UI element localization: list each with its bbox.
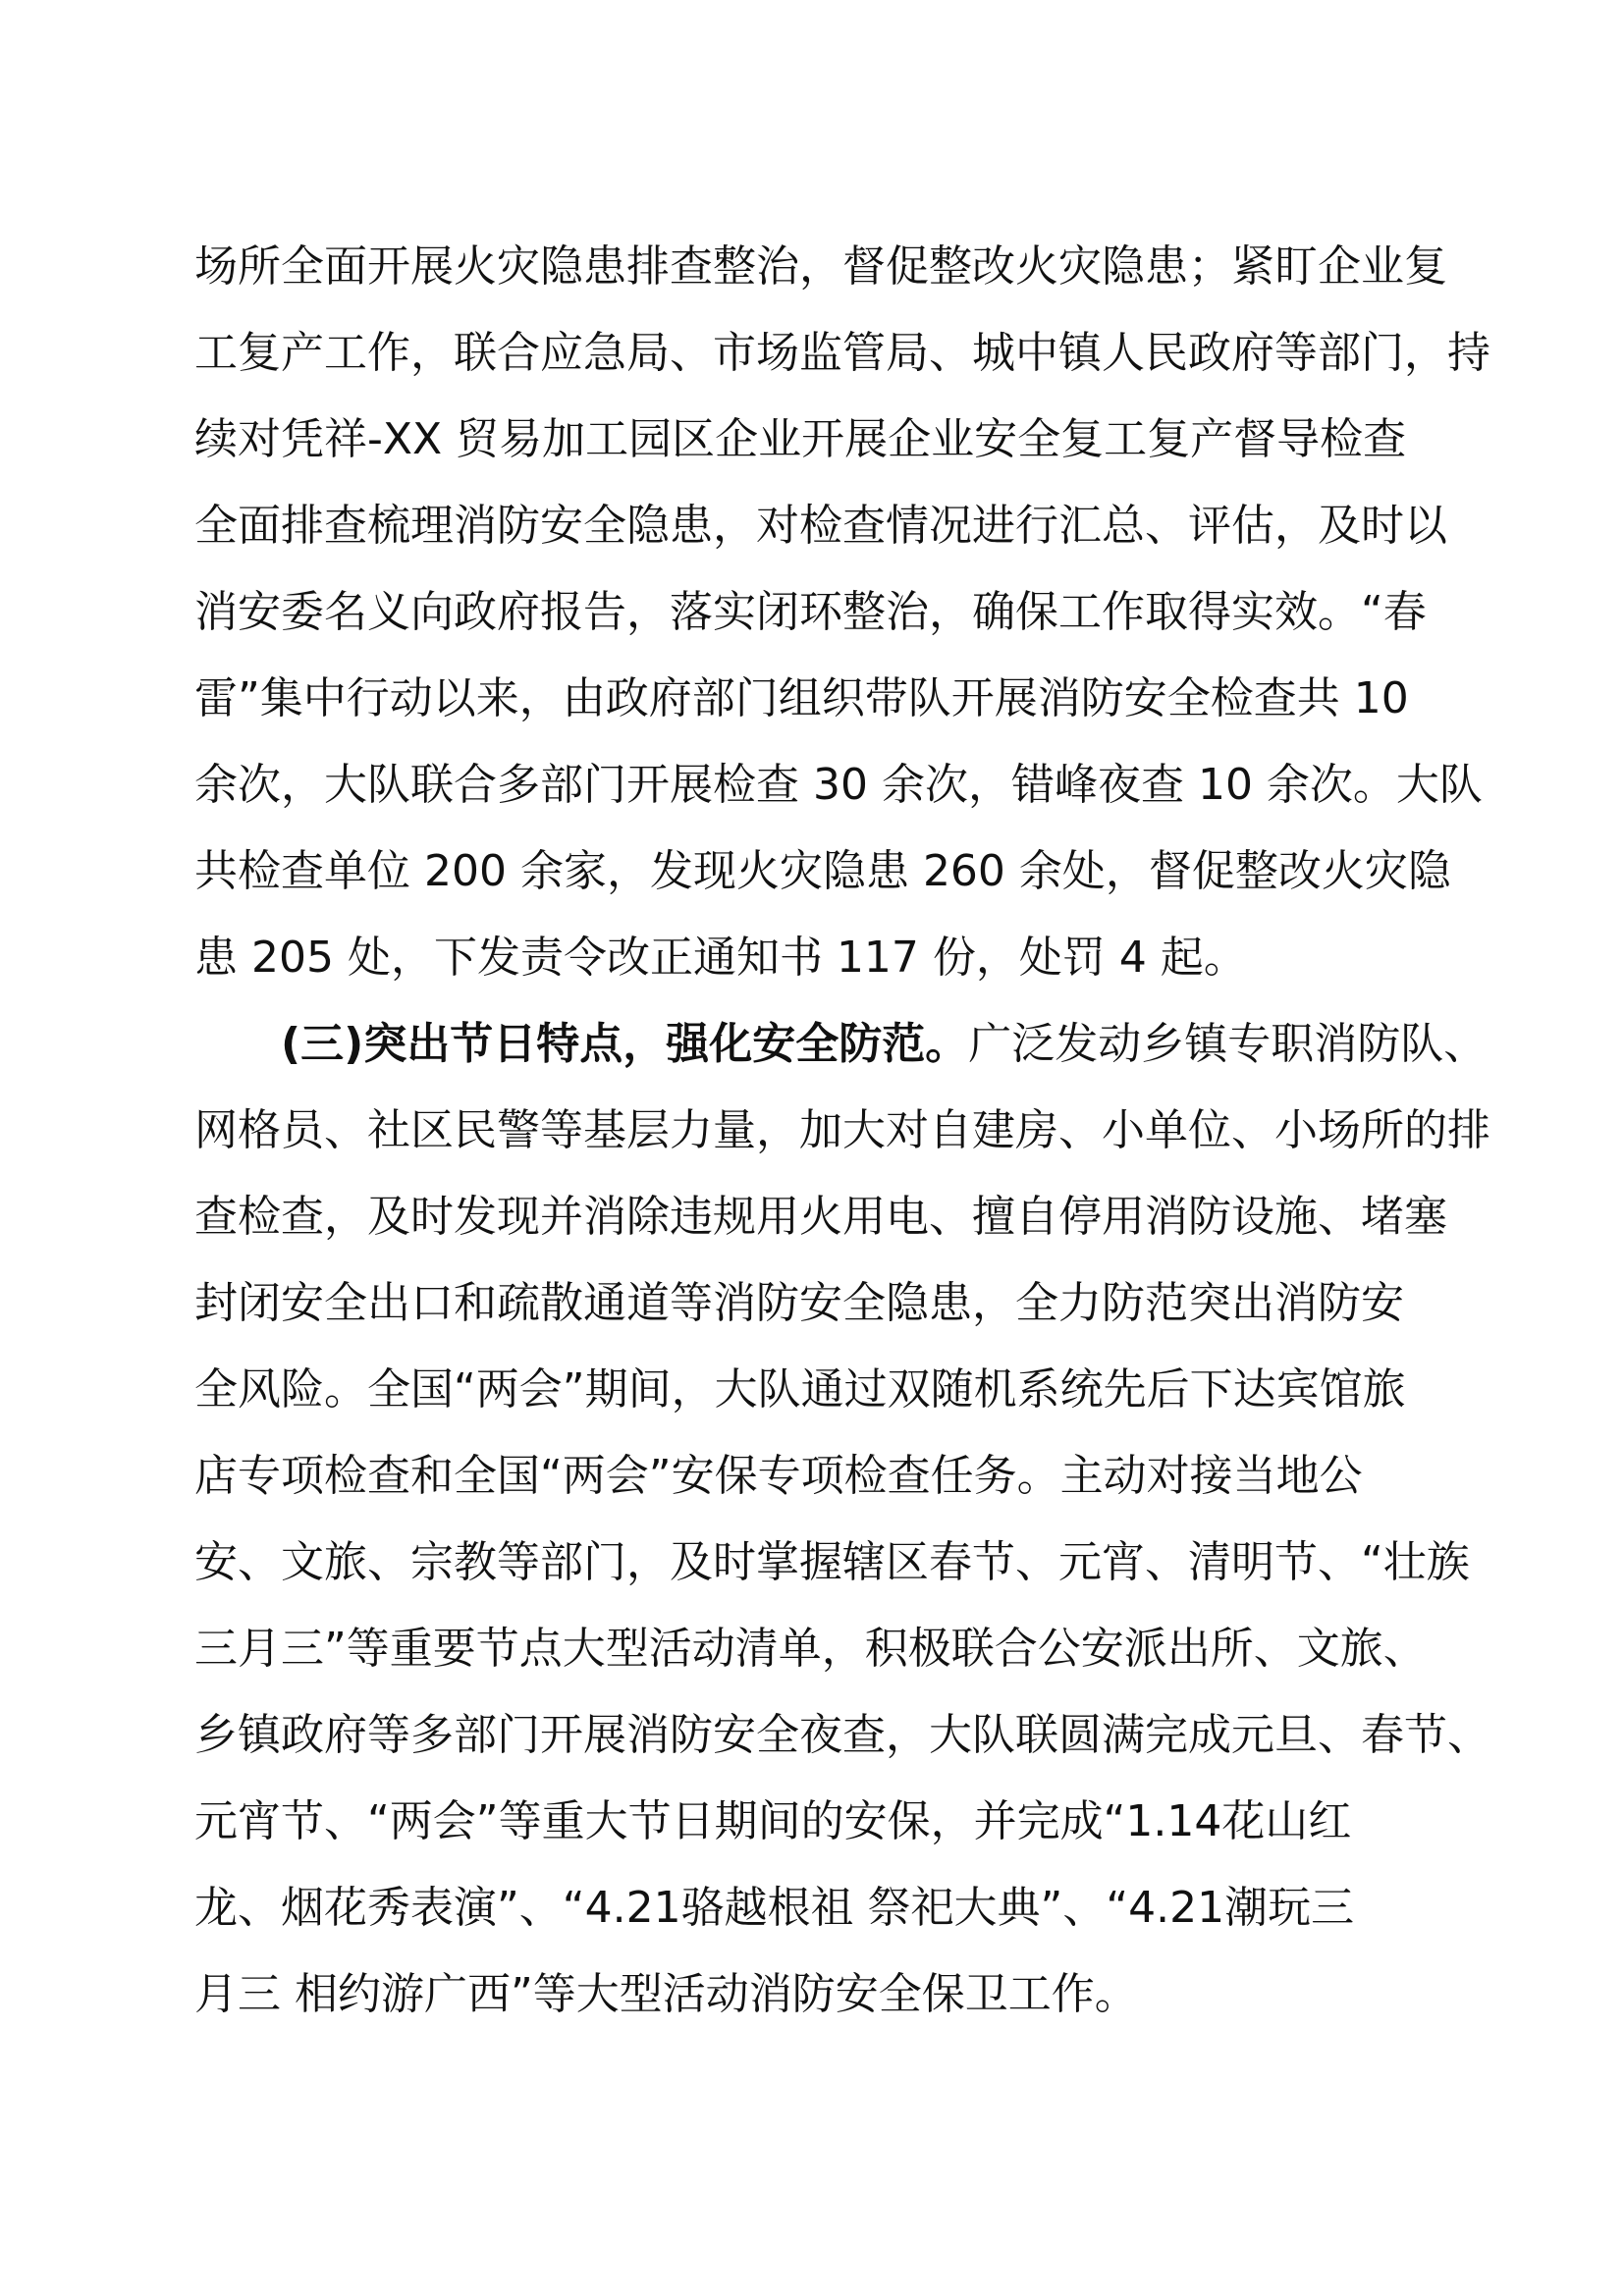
text-line: 三月三”等重要节点大型活动清单，积极联合公安派出所、文旅、	[194, 1624, 1427, 1674]
text-line: 店专项检查和全国“两会”安保专项检查任务。主动对接当地公	[194, 1451, 1363, 1501]
text-line: 工复产工作，联合应急局、市场监管局、城中镇人民政府等部门，持	[194, 328, 1490, 378]
text-line: 余次，大队联合多部门开展检查 30 余次，错峰夜查 10 余次。大队	[194, 760, 1483, 810]
paragraph-1	[194, 224, 1490, 1001]
text-line: 安、文旅、宗教等部门，及时掌握辖区春节、元宵、清明节、“壮族	[194, 1537, 1470, 1587]
section-3-paragraph	[194, 1001, 1490, 2038]
text-line: 全面排查梳理消防安全隐患，对检查情况进行汇总、评估，及时以	[194, 501, 1447, 551]
section-3-heading: (三)突出节日特点，强化安全防范。	[281, 1019, 969, 1069]
text-line: 雷”集中行动以来，由政府部门组织带队开展消防安全检查共 10	[194, 673, 1409, 723]
text-line: 患 205 处，下发责令改正通知书 117 份，处罚 4 起。	[194, 933, 1247, 983]
text-line: 月三 相约游广西”等大型活动消防安全保卫工作。	[194, 1969, 1138, 2019]
text-line: 全风险。全国“两会”期间，大队通过双随机系统先后下达宾馆旅	[194, 1364, 1406, 1415]
text-line: 封闭安全出口和疏散通道等消防安全隐患，全力防范突出消防安	[194, 1278, 1404, 1328]
text-line: 乡镇政府等多部门开展消防安全夜查，大队联圆满完成元旦、春节、	[194, 1710, 1490, 1760]
text-span: 广泛发动乡镇专职消防队、	[968, 1019, 1488, 1069]
text-line: 消安委名义向政府报告，落实闭环整治，确保工作取得实效。“春	[194, 587, 1427, 637]
text-line: 续对凭祥-XX 贸易加工园区企业开展企业安全复工复产督导检查	[194, 414, 1407, 464]
text-line: 共检查单位 200 余家，发现火灾隐患 260 余处，督促整改火灾隐	[194, 846, 1451, 896]
text-line: 网格员、社区民警等基层力量，加大对自建房、小单位、小场所的排	[194, 1105, 1490, 1155]
text-line: 查检查，及时发现并消除违规用火用电、擅自停用消防设施、堵塞	[194, 1192, 1447, 1242]
section-3-first-line	[194, 1001, 1488, 1088]
text-line: 场所全面开展火灾隐患排查整治，督促整改火灾隐患；紧盯企业复	[194, 241, 1447, 292]
text-line: 龙、烟花秀表演”、“4.21骆越根祖 祭祀大典”、“4.21潮玩三	[194, 1883, 1355, 1933]
text-line: 元宵节、“两会”等重大节日期间的安保，并完成“1.14花山红	[194, 1796, 1352, 1846]
document-body	[194, 224, 1490, 2038]
